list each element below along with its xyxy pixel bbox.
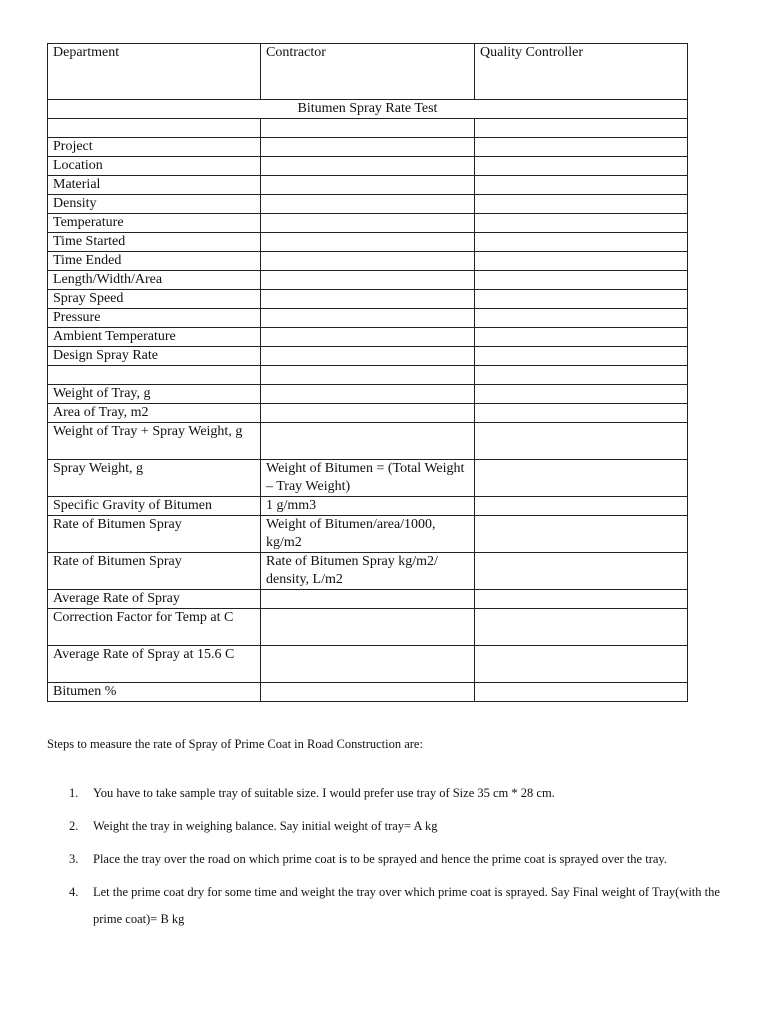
- contractor-cell: 1 g/mm3: [261, 497, 475, 516]
- row-label: [48, 119, 261, 138]
- table-row: [48, 423, 688, 460]
- contractor-cell: [261, 233, 475, 252]
- table-row: [48, 328, 688, 347]
- table-row: [48, 176, 688, 195]
- row-label: Weight of Tray, g: [48, 385, 261, 404]
- list-item: [47, 780, 727, 807]
- row-label: Spray Speed: [48, 290, 261, 309]
- row-label: Rate of Bitumen Spray: [48, 516, 261, 553]
- quality-controller-cell: [475, 271, 688, 290]
- quality-controller-cell: [475, 516, 688, 553]
- contractor-cell: [261, 347, 475, 366]
- table-row: [48, 347, 688, 366]
- row-label: Average Rate of Spray at 15.6 C: [48, 646, 261, 683]
- table-row: [48, 609, 688, 646]
- row-label: Area of Tray, m2: [48, 404, 261, 423]
- table-row: [48, 385, 688, 404]
- header-row: [48, 44, 688, 100]
- quality-controller-cell: [475, 157, 688, 176]
- row-label: Spray Weight, g: [48, 460, 261, 497]
- table-row: [48, 271, 688, 290]
- row-label: Location: [48, 157, 261, 176]
- row-label: Rate of Bitumen Spray: [48, 553, 261, 590]
- title-row: [48, 100, 688, 119]
- table-row: [48, 553, 688, 590]
- table-row: [48, 460, 688, 497]
- list-item: [47, 846, 727, 873]
- table-row: [48, 290, 688, 309]
- quality-controller-cell: [475, 460, 688, 497]
- table-row: [48, 252, 688, 271]
- table-row: [48, 497, 688, 516]
- table-row: [48, 683, 688, 702]
- row-label: Design Spray Rate: [48, 347, 261, 366]
- quality-controller-cell: [475, 553, 688, 590]
- quality-controller-cell: [475, 385, 688, 404]
- step-number: 4.: [69, 885, 79, 899]
- contractor-cell: [261, 385, 475, 404]
- contractor-cell: [261, 683, 475, 702]
- table-row: [48, 195, 688, 214]
- quality-controller-cell: [475, 347, 688, 366]
- row-label: Pressure: [48, 309, 261, 328]
- instructions-section: [47, 736, 727, 939]
- contractor-cell: [261, 138, 475, 157]
- quality-controller-cell: [475, 214, 688, 233]
- table-row: [48, 119, 688, 138]
- table-row: [48, 233, 688, 252]
- step-text: You have to take sample tray of suitable size. I would prefer use tray of Size 35 cm * 28 cm.: [93, 786, 555, 800]
- contractor-cell: Weight of Bitumen/area/1000, kg/m2: [261, 516, 475, 553]
- contractor-cell: [261, 590, 475, 609]
- contractor-cell: [261, 366, 475, 385]
- quality-controller-cell: [475, 497, 688, 516]
- quality-controller-cell: [475, 423, 688, 460]
- quality-controller-cell: [475, 233, 688, 252]
- table-row: [48, 214, 688, 233]
- quality-controller-cell: [475, 119, 688, 138]
- row-label: Time Ended: [48, 252, 261, 271]
- table-row: [48, 646, 688, 683]
- quality-controller-cell: [475, 609, 688, 646]
- row-label: Material: [48, 176, 261, 195]
- row-label: Density: [48, 195, 261, 214]
- table-row: [48, 157, 688, 176]
- quality-controller-header: Quality Controller: [475, 44, 688, 100]
- table-row: [48, 404, 688, 423]
- row-label: Correction Factor for Temp at C: [48, 609, 261, 646]
- contractor-cell: [261, 404, 475, 423]
- list-item: [47, 813, 727, 840]
- step-text: Place the tray over the road on which prime coat is to be sprayed and hence the prime coat is sprayed over the tray.: [93, 852, 667, 866]
- step-text: Weight the tray in weighing balance. Say initial weight of tray= A kg: [93, 819, 438, 833]
- contractor-cell: [261, 423, 475, 460]
- department-header: Department: [48, 44, 261, 100]
- row-label: Average Rate of Spray: [48, 590, 261, 609]
- quality-controller-cell: [475, 176, 688, 195]
- row-label: Weight of Tray + Spray Weight, g: [48, 423, 261, 460]
- quality-controller-cell: [475, 404, 688, 423]
- list-item: [47, 879, 727, 933]
- contractor-cell: Rate of Bitumen Spray kg/m2/ density, L/m2: [261, 553, 475, 590]
- row-label: Specific Gravity of Bitumen: [48, 497, 261, 516]
- quality-controller-cell: [475, 290, 688, 309]
- row-label: Time Started: [48, 233, 261, 252]
- form-title: Bitumen Spray Rate Test: [48, 100, 688, 119]
- contractor-cell: [261, 176, 475, 195]
- quality-controller-cell: [475, 195, 688, 214]
- contractor-cell: [261, 119, 475, 138]
- row-label: Temperature: [48, 214, 261, 233]
- contractor-cell: [261, 195, 475, 214]
- quality-controller-cell: [475, 366, 688, 385]
- quality-controller-cell: [475, 683, 688, 702]
- step-text: Let the prime coat dry for some time and weight the tray over which prime coat is sprayed. Say Final weight of Tray(with the prime coat)= B kg: [93, 885, 720, 926]
- quality-controller-cell: [475, 590, 688, 609]
- row-label: Length/Width/Area: [48, 271, 261, 290]
- contractor-cell: Weight of Bitumen = (Total Weight – Tray Weight): [261, 460, 475, 497]
- row-label: Ambient Temperature: [48, 328, 261, 347]
- table-row: [48, 366, 688, 385]
- table-row: [48, 516, 688, 553]
- step-number: 3.: [69, 852, 79, 866]
- contractor-cell: [261, 309, 475, 328]
- contractor-cell: [261, 214, 475, 233]
- quality-controller-cell: [475, 138, 688, 157]
- quality-controller-cell: [475, 328, 688, 347]
- contractor-cell: [261, 271, 475, 290]
- steps-list: [47, 780, 727, 933]
- contractor-cell: [261, 290, 475, 309]
- step-number: 1.: [69, 786, 79, 800]
- contractor-cell: [261, 609, 475, 646]
- row-label: Bitumen %: [48, 683, 261, 702]
- table-row: [48, 138, 688, 157]
- row-label: [48, 366, 261, 385]
- contractor-cell: [261, 157, 475, 176]
- bitumen-spray-rate-form: [47, 43, 688, 702]
- table-row: [48, 309, 688, 328]
- quality-controller-cell: [475, 252, 688, 271]
- step-number: 2.: [69, 819, 79, 833]
- instructions-intro: Steps to measure the rate of Spray of Prime Coat in Road Construction are:: [47, 737, 423, 751]
- contractor-cell: [261, 646, 475, 683]
- contractor-cell: [261, 252, 475, 271]
- contractor-cell: [261, 328, 475, 347]
- quality-controller-cell: [475, 646, 688, 683]
- quality-controller-cell: [475, 309, 688, 328]
- contractor-header: Contractor: [261, 44, 475, 100]
- row-label: Project: [48, 138, 261, 157]
- table-row: [48, 590, 688, 609]
